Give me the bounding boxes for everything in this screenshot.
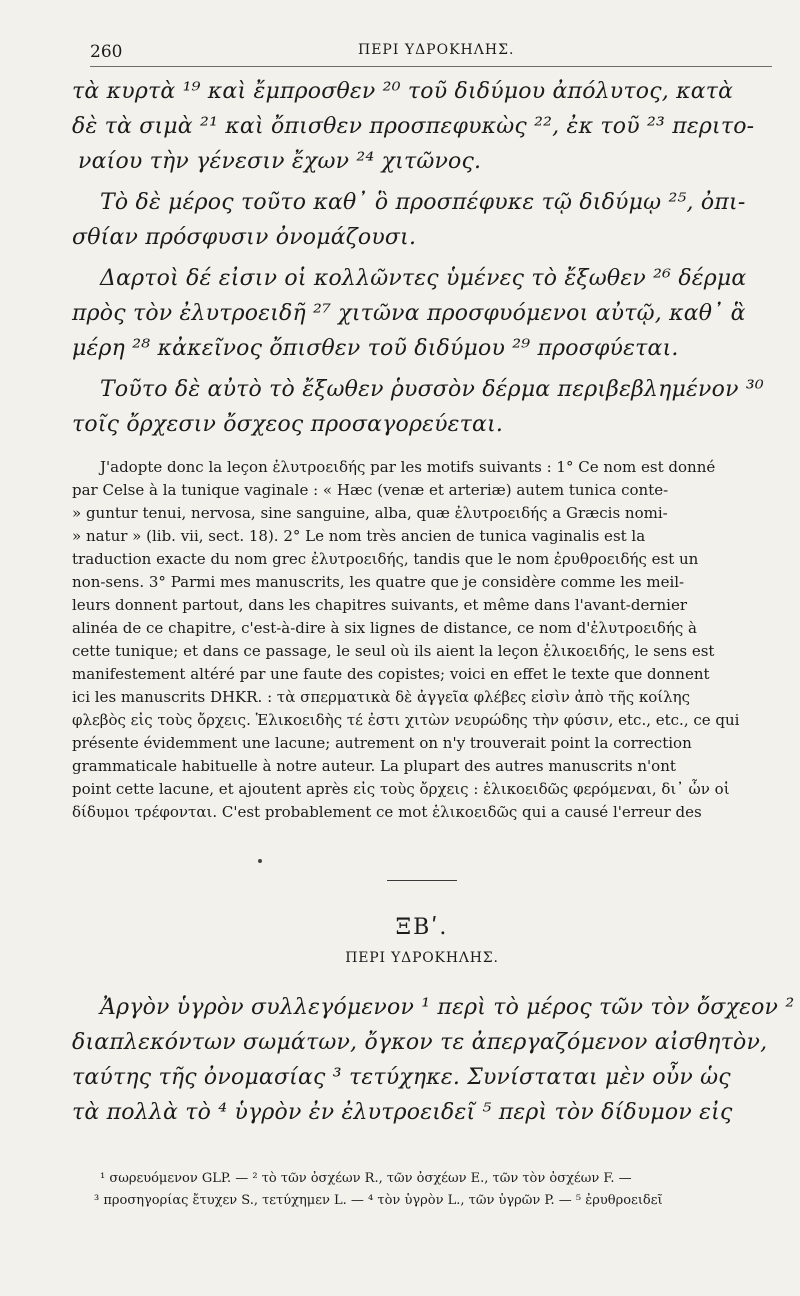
greek-line: Ἀργὸν ὑγρὸν συλλεγόμενον ¹ περὶ τὸ μέρος τῶν τὸν ὄσχεον ² xyxy=(100,995,795,1020)
note-line: présente évidemment une lacune; autrement on n'y trouverait point la correction xyxy=(72,734,692,752)
footnote-line: ¹ σωρευόμενον GLP. — ² τὸ τῶν ὀσχέων R., τῶν ὀσχέων E., τῶν τὸν ὀσχέων F. — xyxy=(100,1171,632,1186)
greek-line: διαπλεκόντων σωμάτων, ὄγκον τε ἀπεργαζόμενον αἰσθητὸν, xyxy=(72,1030,768,1055)
note-line: par Celse à la tunique vaginale : « Hæc (venæ et arteriæ) autem tunica conte- xyxy=(72,481,669,499)
note-line: point cette lacune, et ajoutent après εἰς τοὺς ὄρχεις : ἑλικοειδῶς φερόμεναι, δι᾽ ὧν οἱ xyxy=(72,780,730,798)
running-head xyxy=(72,30,772,60)
note-line: » natur » (lib. vii, sect. 18). 2° Le nom très ancien de tunica vaginalis est la xyxy=(72,527,646,545)
greek-line: τοῖς ὄρχεσιν ὄσχεος προσαγορεύεται. xyxy=(72,412,504,437)
page-number: 260 xyxy=(90,42,123,62)
note-line: φλεβὸς εἰς τοὺς ὄρχεις. Ἑλικοειδὴς τέ ἐστι χιτὼν νευρώδης τὴν φύσιν, etc., etc., ce qui xyxy=(72,711,740,729)
header-rule xyxy=(90,66,772,67)
greek-intro-text xyxy=(72,74,772,442)
greek-line: μέρη ²⁸ κἀκεῖνος ὄπισθεν τοῦ διδύμου ²⁹ προσφύεται. xyxy=(72,336,679,361)
greek-line: Τοῦτο δὲ αὐτὸ τὸ ἔξωθεν ῥυσσὸν δέρμα περιβεβλημένον ³⁰ xyxy=(100,377,764,402)
note-line: alinéa de ce chapitre, c'est-à-dire à six lignes de distance, ce nom d'ἐλυτροειδής à xyxy=(72,619,697,637)
ink-spot xyxy=(258,859,262,863)
note-line: J'adopte donc la leçon ἐλυτροειδής par les motifs suivants : 1° Ce nom est donné xyxy=(100,458,716,476)
note-line: leurs donnent partout, dans les chapitres suivants, et même dans l'avant-dernier xyxy=(72,596,688,614)
greek-line: ναίου τὴν γένεσιν ἔχων ²⁴ χιτῶνος. xyxy=(78,149,482,174)
note-line: grammaticale habituelle à notre auteur. La plupart des autres manuscrits n'ont xyxy=(72,757,676,775)
greek-line: Δαρτοὶ δέ εἰσιν οἱ κολλῶντες ὑμένες τὸ ἔξωθεν ²⁶ δέρμα xyxy=(100,266,747,291)
greek-line: τὰ κυρτὰ ¹⁹ καὶ ἔμπροσθεν ²⁰ τοῦ διδύμου ἀπόλυτος, κατὰ xyxy=(72,79,734,104)
footnote-line: ³ προσηγορίας ἔτυχεν S., τετύχημεν L. — ⁴ τὸν ὑγρὸν L., τῶν ὑγρῶν P. — ⁵ ἐρυθροειδεῖ xyxy=(94,1193,663,1208)
note-line: non-sens. 3° Parmi mes manuscrits, les quatre que je considère comme les meil- xyxy=(72,573,685,591)
greek-line: πρὸς τὸν ἐλυτροειδῆ ²⁷ χιτῶνα προσφυόμενοι αὐτῷ, καθ᾽ ἃ xyxy=(72,301,746,326)
note-line: » guntur tenui, nervosa, sine sanguine, alba, quæ ἐλυτροειδής a Græcis nomi- xyxy=(72,504,668,522)
greek-line: δὲ τὰ σιμὰ ²¹ καὶ ὄπισθεν προσπεφυκὼς ²², ἐκ τοῦ ²³ περιτο- xyxy=(72,114,755,139)
footnotes xyxy=(94,1168,772,1212)
greek-line: ταύτης τῆς ὀνομασίας ³ τετύχηκε. Συνίσταται μὲν οὖν ὡς xyxy=(72,1065,731,1090)
section-divider xyxy=(387,880,457,881)
running-title: ΠΕΡΙ ΥΔΡΟΚΗΛΗΣ. xyxy=(358,42,515,58)
note-line: traduction exacte du nom grec ἐλυτροειδής, tandis que le nom ἐρυθροειδής est un xyxy=(72,550,699,568)
greek-line: σθίαν πρόσφυσιν ὀνομάζουσι. xyxy=(72,225,417,250)
note-line: ici les manuscrits DHKR. : τὰ σπερματικὰ δὲ ἀγγεῖα φλέβες εἰσὶν ἀπὸ τῆς κοίλης xyxy=(72,688,691,706)
french-note xyxy=(72,456,772,824)
greek-line: Τὸ δὲ μέρος τοῦτο καθ᾽ ὃ προσπέφυκε τῷ διδύμῳ ²⁵, ὀπι- xyxy=(100,190,746,215)
note-line: cette tunique; et dans ce passage, le seul où ils aient la leçon ἑλικοειδής, le sens est xyxy=(72,642,715,660)
note-line: manifestement altéré par une faute des copistes; voici en effet le texte que donnent xyxy=(72,665,710,683)
section-title: ΠΕΡΙ ΥΔΡΟΚΗΛΗΣ. xyxy=(345,950,499,966)
greek-chapter-text xyxy=(72,990,795,1130)
section-number: ΞΒʹ. xyxy=(395,915,449,940)
greek-line: τὰ πολλὰ τὸ ⁴ ὑγρὸν ἐν ἐλυτροειδεῖ ⁵ περὶ τὸν δίδυμον εἰς xyxy=(72,1100,733,1125)
note-line: δίδυμοι τρέφονται. C'est probablement ce mot ἑλικοειδῶς qui a causé l'erreur des xyxy=(72,803,702,821)
